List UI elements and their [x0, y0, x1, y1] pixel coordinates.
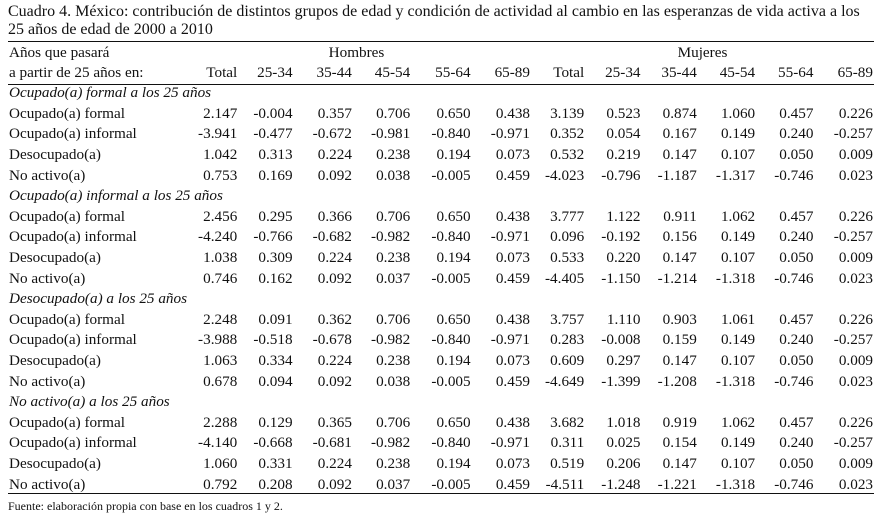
table-cell: 0.457 [779, 207, 814, 225]
table-cell: 0.874 [662, 104, 697, 122]
table-cell: 0.240 [779, 228, 814, 246]
table-cell: -0.257 [833, 434, 873, 452]
column-header: 55-64 [435, 64, 471, 81]
table-cell: 0.240 [779, 125, 814, 143]
table-cell: 0.092 [317, 269, 352, 287]
table-cell: 0.194 [436, 249, 471, 267]
table-cell: 0.457 [779, 104, 814, 122]
table-cell: 0.226 [838, 104, 873, 122]
table-cell: 0.295 [258, 207, 293, 225]
group-header-row [8, 186, 874, 207]
table-cell: -0.192 [601, 228, 641, 246]
table-cell: 0.220 [606, 249, 641, 267]
table-cell: 0.107 [720, 249, 756, 267]
table-row [8, 104, 874, 125]
table-cell: 0.107 [720, 146, 756, 164]
table-cell: -0.746 [774, 372, 814, 390]
table-cell: 0.459 [495, 372, 530, 390]
table-cell: -0.981 [371, 125, 411, 143]
table-row [8, 371, 874, 392]
group-label: Ocupado(a) formal a los 25 años [9, 84, 212, 102]
table-cell: 0.096 [550, 228, 585, 246]
table-cell: 0.313 [258, 146, 293, 164]
row-label: Ocupado(a) informal [9, 228, 137, 246]
table-cell: 1.063 [203, 352, 238, 370]
table-cell: -4.023 [545, 166, 585, 184]
table-cell: 0.037 [376, 475, 411, 493]
table-cell: -3.988 [198, 331, 238, 349]
table-cell: 0.092 [317, 166, 352, 184]
group-label: Desocupado(a) a los 25 años [9, 290, 188, 308]
table-cell: 0.162 [258, 269, 293, 287]
table-cell: 0.073 [495, 249, 530, 267]
table-cell: -4.511 [545, 475, 585, 493]
table-row [8, 474, 874, 495]
table-cell: 0.438 [495, 310, 530, 328]
table-cell: -0.971 [490, 125, 530, 143]
table-cell: -0.746 [774, 166, 814, 184]
table-cell: -0.257 [833, 125, 873, 143]
table-cell: 0.706 [376, 104, 411, 122]
header-row-1 [8, 43, 874, 63]
table-cell: 1.062 [720, 207, 756, 225]
column-header: 45-54 [374, 64, 411, 81]
table-cell: 0.678 [203, 372, 238, 390]
table-cell: 0.073 [495, 352, 530, 370]
table-cell: -0.982 [371, 228, 411, 246]
table-row [8, 207, 874, 228]
table-cell: -0.746 [774, 475, 814, 493]
table-cell: -0.682 [312, 228, 352, 246]
table-cell: 0.107 [720, 352, 756, 370]
table-cell: 0.283 [550, 331, 585, 349]
table-cell: -1.208 [657, 372, 697, 390]
table-cell: 0.009 [838, 146, 873, 164]
table-cell: 1.122 [606, 207, 641, 225]
table-cell: 3.139 [550, 104, 585, 122]
row-label: Desocupado(a) [9, 146, 101, 164]
table-cell: 0.706 [376, 310, 411, 328]
group-label: Ocupado(a) informal a los 25 años [9, 187, 223, 205]
table-cell: -0.257 [833, 331, 873, 349]
hombres-header: Hombres [328, 44, 385, 61]
table-cell: 0.147 [662, 146, 697, 164]
mujeres-header: Mujeres [677, 44, 728, 61]
table-cell: -1.317 [715, 166, 756, 184]
table-cell: 0.459 [495, 475, 530, 493]
table-cell: 3.682 [550, 413, 585, 431]
table-cell: -1.318 [715, 372, 756, 390]
table-cell: 0.334 [258, 352, 293, 370]
top-rule [8, 41, 874, 42]
table-cell: -0.008 [601, 331, 641, 349]
group-header-row [8, 392, 874, 413]
table-cell: 0.365 [317, 413, 352, 431]
table-cell: 0.240 [779, 331, 814, 349]
table-cell: -1.187 [657, 166, 697, 184]
table-cell: 0.050 [779, 352, 814, 370]
table-cell: -0.518 [253, 331, 293, 349]
row-label-header-line2: a partir de 25 años en: [9, 64, 144, 81]
table-cell: 0.911 [663, 207, 697, 225]
table-cell: 0.238 [376, 352, 411, 370]
table-row [8, 268, 874, 289]
table-cell: 0.224 [317, 249, 352, 267]
table-cell: 0.297 [606, 352, 641, 370]
table-cell: 0.194 [436, 352, 471, 370]
row-label: Ocupado(a) informal [9, 434, 137, 452]
row-label: No activo(a) [9, 372, 86, 390]
table-cell: -1.248 [601, 475, 641, 493]
table-cell: 2.288 [203, 413, 238, 431]
table-cell: -0.477 [253, 125, 293, 143]
table-cell: 0.050 [779, 454, 814, 472]
row-label: Ocupado(a) formal [9, 413, 125, 431]
data-table [8, 43, 874, 495]
table-cell: -0.678 [312, 331, 352, 349]
table-row [8, 330, 874, 351]
table-cell: -4.649 [545, 372, 585, 390]
table-cell: -4.140 [198, 434, 238, 452]
table-cell: 0.023 [838, 269, 873, 287]
table-cell: 1.110 [606, 310, 641, 328]
table-cell: 0.050 [779, 146, 814, 164]
source-note: Fuente: elaboración propia con base en los cuadros 1 y 2. [8, 499, 283, 513]
table-cell: 0.094 [258, 372, 293, 390]
table-cell: -0.840 [431, 331, 471, 349]
table-cell: 0.009 [838, 454, 873, 472]
table-cell: 0.753 [203, 166, 238, 184]
column-header: Total [553, 64, 585, 81]
table-cell: 1.038 [203, 249, 238, 267]
table-cell: 0.147 [662, 249, 697, 267]
table-cell: 0.149 [720, 228, 756, 246]
table-cell: 0.523 [606, 104, 641, 122]
table-cell: -4.240 [198, 228, 238, 246]
table-cell: -1.318 [715, 475, 756, 493]
table-cell: 2.147 [203, 104, 238, 122]
table-row [8, 145, 874, 166]
table-cell: 0.309 [258, 249, 293, 267]
table-cell: -0.982 [371, 331, 411, 349]
table-cell: 0.149 [720, 125, 756, 143]
column-header: 35-44 [316, 64, 352, 81]
table-cell: 0.650 [436, 413, 471, 431]
table-row [8, 227, 874, 248]
table-cell: 0.009 [838, 249, 873, 267]
table-cell: -1.150 [601, 269, 641, 287]
table-cell: 0.352 [550, 125, 585, 143]
table-cell: 0.650 [436, 310, 471, 328]
table-cell: -0.005 [431, 269, 471, 287]
table-cell: -0.971 [490, 228, 530, 246]
table-cell: 0.226 [838, 207, 873, 225]
table-cell: 0.091 [258, 310, 293, 328]
table-row [8, 248, 874, 269]
row-label-header-line1: Años que pasará [9, 44, 110, 61]
table-cell: 0.224 [317, 146, 352, 164]
table-cell: 0.092 [317, 372, 352, 390]
table-cell: 0.092 [317, 475, 352, 493]
table-cell: 0.147 [662, 352, 697, 370]
table-cell: -0.672 [312, 125, 352, 143]
row-label: Desocupado(a) [9, 454, 101, 472]
table-cell: 0.650 [436, 207, 471, 225]
table-cell: 0.009 [838, 352, 873, 370]
row-label: Desocupado(a) [9, 249, 101, 267]
table-cell: -0.971 [490, 434, 530, 452]
table-cell: 0.208 [258, 475, 293, 493]
table-cell: -1.214 [657, 269, 697, 287]
row-label: Ocupado(a) formal [9, 207, 125, 225]
table-cell: -0.840 [431, 228, 471, 246]
group-label: No activo(a) a los 25 años [9, 393, 170, 411]
column-header: 25-34 [257, 64, 293, 81]
row-label: No activo(a) [9, 166, 86, 184]
group-header-row [8, 289, 874, 310]
table-cell: 0.169 [258, 166, 293, 184]
row-label: Ocupado(a) informal [9, 125, 137, 143]
table-row [8, 351, 874, 372]
table-cell: 0.746 [203, 269, 238, 287]
table-cell: 0.025 [606, 434, 641, 452]
table-cell: -0.766 [253, 228, 293, 246]
table-cell: 0.438 [495, 207, 530, 225]
column-header: 25-34 [605, 64, 641, 81]
table-cell: -0.005 [431, 475, 471, 493]
table-cell: 0.194 [436, 454, 471, 472]
header-row-2 [8, 63, 874, 83]
table-cell: 0.457 [779, 413, 814, 431]
table-cell: 0.156 [662, 228, 697, 246]
table-cell: 0.054 [606, 125, 641, 143]
table-cell: 1.062 [720, 413, 756, 431]
table-cell: -0.982 [371, 434, 411, 452]
table-cell: 0.519 [550, 454, 585, 472]
table-cell: 0.650 [436, 104, 471, 122]
row-label: No activo(a) [9, 269, 86, 287]
table-cell: 0.459 [495, 269, 530, 287]
table-cell: 0.129 [258, 413, 293, 431]
table-cell: 0.792 [203, 475, 238, 493]
table-cell: 0.038 [376, 372, 411, 390]
table-cell: 0.238 [376, 146, 411, 164]
table-cell: 0.457 [779, 310, 814, 328]
table-cell: 0.073 [495, 146, 530, 164]
table-cell: 2.456 [203, 207, 238, 225]
table-cell: 0.219 [606, 146, 641, 164]
table-cell: -0.004 [253, 104, 293, 122]
table-cell: 0.224 [317, 454, 352, 472]
table-row [8, 413, 874, 434]
group-header-row [8, 83, 874, 104]
table-cell: 0.238 [376, 454, 411, 472]
table-cell: 0.226 [838, 310, 873, 328]
column-header: 65-89 [837, 64, 873, 81]
table-cell: -0.746 [774, 269, 814, 287]
column-header: 65-89 [494, 64, 530, 81]
column-header: 55-64 [778, 64, 814, 81]
table-cell: 0.194 [436, 146, 471, 164]
table-cell: 1.042 [203, 146, 238, 164]
row-label: Ocupado(a) informal [9, 331, 137, 349]
row-label: Ocupado(a) formal [9, 104, 125, 122]
table-cell: 0.533 [550, 249, 585, 267]
table-cell: 0.226 [838, 413, 873, 431]
table-cell: 0.154 [662, 434, 697, 452]
table-cell: 0.331 [258, 454, 293, 472]
table-cell: 0.147 [662, 454, 697, 472]
table-cell: 0.438 [495, 413, 530, 431]
table-cell: 0.903 [662, 310, 697, 328]
table-cell: 0.311 [550, 434, 585, 452]
table-row [8, 124, 874, 145]
table-cell: -3.941 [198, 125, 238, 143]
table-row [8, 165, 874, 186]
table-cell: 3.757 [550, 310, 585, 328]
table-cell: -1.318 [715, 269, 756, 287]
row-label: No activo(a) [9, 475, 86, 493]
table-row [8, 454, 874, 475]
column-header: Total [206, 64, 238, 81]
table-cell: -0.840 [431, 125, 471, 143]
table-cell: 0.706 [376, 413, 411, 431]
table-row [8, 310, 874, 331]
table-cell: 0.107 [720, 454, 756, 472]
table-cell: -0.668 [253, 434, 293, 452]
table-cell: -1.399 [601, 372, 641, 390]
table-cell: -1.221 [657, 475, 697, 493]
table-cell: 0.038 [376, 166, 411, 184]
table-cell: 0.224 [317, 352, 352, 370]
table-cell: -0.005 [431, 372, 471, 390]
table-cell: -0.005 [431, 166, 471, 184]
table-cell: 0.438 [495, 104, 530, 122]
table-cell: 0.050 [779, 249, 814, 267]
table-cell: 0.023 [838, 166, 873, 184]
table-cell: 0.023 [838, 475, 873, 493]
table-cell: 0.159 [662, 331, 697, 349]
table-cell: -0.840 [431, 434, 471, 452]
table-cell: 0.167 [662, 125, 697, 143]
table-cell: -0.796 [601, 166, 641, 184]
table-cell: 0.366 [317, 207, 352, 225]
table-cell: 0.037 [376, 269, 411, 287]
table-cell: 1.060 [720, 104, 756, 122]
table-cell: 0.073 [495, 454, 530, 472]
table-cell: 0.240 [779, 434, 814, 452]
row-label: Desocupado(a) [9, 352, 101, 370]
table-cell: 0.149 [720, 434, 756, 452]
table-cell: -0.971 [490, 331, 530, 349]
table-cell: 0.206 [606, 454, 641, 472]
table-cell: 1.061 [720, 310, 756, 328]
table-row [8, 433, 874, 454]
table-cell: 1.060 [203, 454, 238, 472]
table-title: Cuadro 4. México: contribución de distintos grupos de edad y condición de actividad al cambio en las esperanzas de vida activa a los 25 años de edad de 2000 a 2010 [8, 3, 860, 38]
table-cell: 0.532 [550, 146, 585, 164]
row-label: Ocupado(a) formal [9, 310, 125, 328]
column-header: 45-54 [719, 64, 756, 81]
table-cell: 0.149 [720, 331, 756, 349]
table-cell: 0.362 [317, 310, 352, 328]
table-cell: 2.248 [203, 310, 238, 328]
table-cell: 0.023 [838, 372, 873, 390]
table-cell: 0.238 [376, 249, 411, 267]
table-cell: -0.681 [312, 434, 352, 452]
table-cell: 0.609 [550, 352, 585, 370]
table-cell: 0.459 [495, 166, 530, 184]
table-cell: 1.018 [606, 413, 641, 431]
table-cell: 0.706 [376, 207, 411, 225]
table-cell: 3.777 [550, 207, 585, 225]
table-cell: 0.919 [662, 413, 697, 431]
table-cell: -0.257 [833, 228, 873, 246]
column-header: 35-44 [661, 64, 697, 81]
table-cell: -4.405 [545, 269, 585, 287]
table-cell: 0.357 [317, 104, 352, 122]
